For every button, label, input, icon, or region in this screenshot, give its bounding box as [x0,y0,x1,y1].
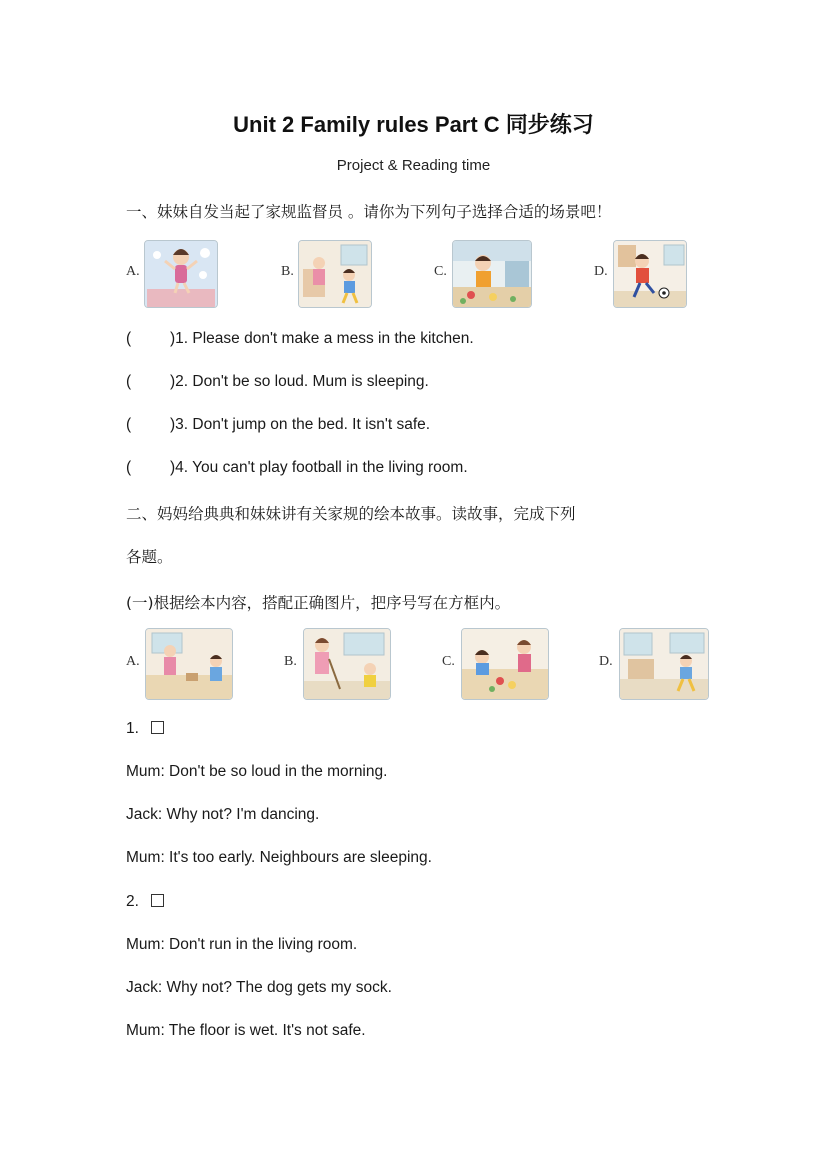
question-4 [126,459,468,477]
section2-heading-line1: 二、妈妈给典典和妹妹讲有关家规的绘本故事。读故事，完成下列 [126,505,576,523]
answer-box[interactable] [151,894,164,907]
section1-heading: 一、妹妹自发当起了家规监督员 。请你为下列句子选择合适的场景吧！ [126,203,612,221]
question-text: )4. You can't play football in the living room. [170,459,468,476]
answer-box[interactable] [151,721,164,734]
section2-heading-line2: 各题。 [126,548,173,566]
answer-blank[interactable]: ( [126,416,132,433]
story-1-line-2: Jack: Why not? I'm dancing. [126,806,320,823]
picture-letter-a: A. [126,654,140,669]
answer-blank[interactable]: ( [126,330,132,347]
scene-c-image [461,628,549,700]
section2-sub-heading: (一)根据绘本内容，搭配正确图片，把序号写在方框内。 [126,594,511,612]
picture-letter-d: D. [599,654,613,669]
scene-a-image [144,240,218,308]
scene-d-image [619,628,709,700]
page-subtitle: Project & Reading time [336,157,491,174]
picture-letter-b: B. [281,264,294,279]
question-1 [126,330,474,348]
scene-b-image [298,240,372,308]
story-1-header [126,720,164,738]
question-text: )2. Don't be so loud. Mum is sleeping. [170,373,429,390]
page-title: Unit 2 Family rules Part C 同步练习 [233,112,594,137]
story-number: 1. [126,720,139,737]
picture-letter-c: C. [442,654,455,669]
story-2-line-2: Jack: Why not? The dog gets my sock. [126,979,392,996]
question-text: )3. Don't jump on the bed. It isn't safe. [170,416,431,433]
scene-d-image [613,240,687,308]
question-2 [126,373,429,391]
answer-blank[interactable]: ( [126,459,132,476]
story-2-line-3: Mum: The floor is wet. It's not safe. [126,1022,366,1039]
picture-letter-d: D. [594,264,608,279]
story-2-line-1: Mum: Don't run in the living room. [126,936,358,953]
question-text: )1. Please don't make a mess in the kitchen. [170,330,474,347]
story-1-line-3: Mum: It's too early. Neighbours are sleeping. [126,849,432,866]
picture-letter-a: A. [126,264,140,279]
picture-letter-b: B. [284,654,297,669]
story-number: 2. [126,893,139,910]
question-3 [126,416,430,434]
story-2-header [126,893,164,911]
scene-a-image [145,628,233,700]
picture-letter-c: C. [434,264,447,279]
scene-b-image [303,628,391,700]
scene-c-image [452,240,532,308]
story-1-line-1: Mum: Don't be so loud in the morning. [126,763,388,780]
answer-blank[interactable]: ( [126,373,132,390]
